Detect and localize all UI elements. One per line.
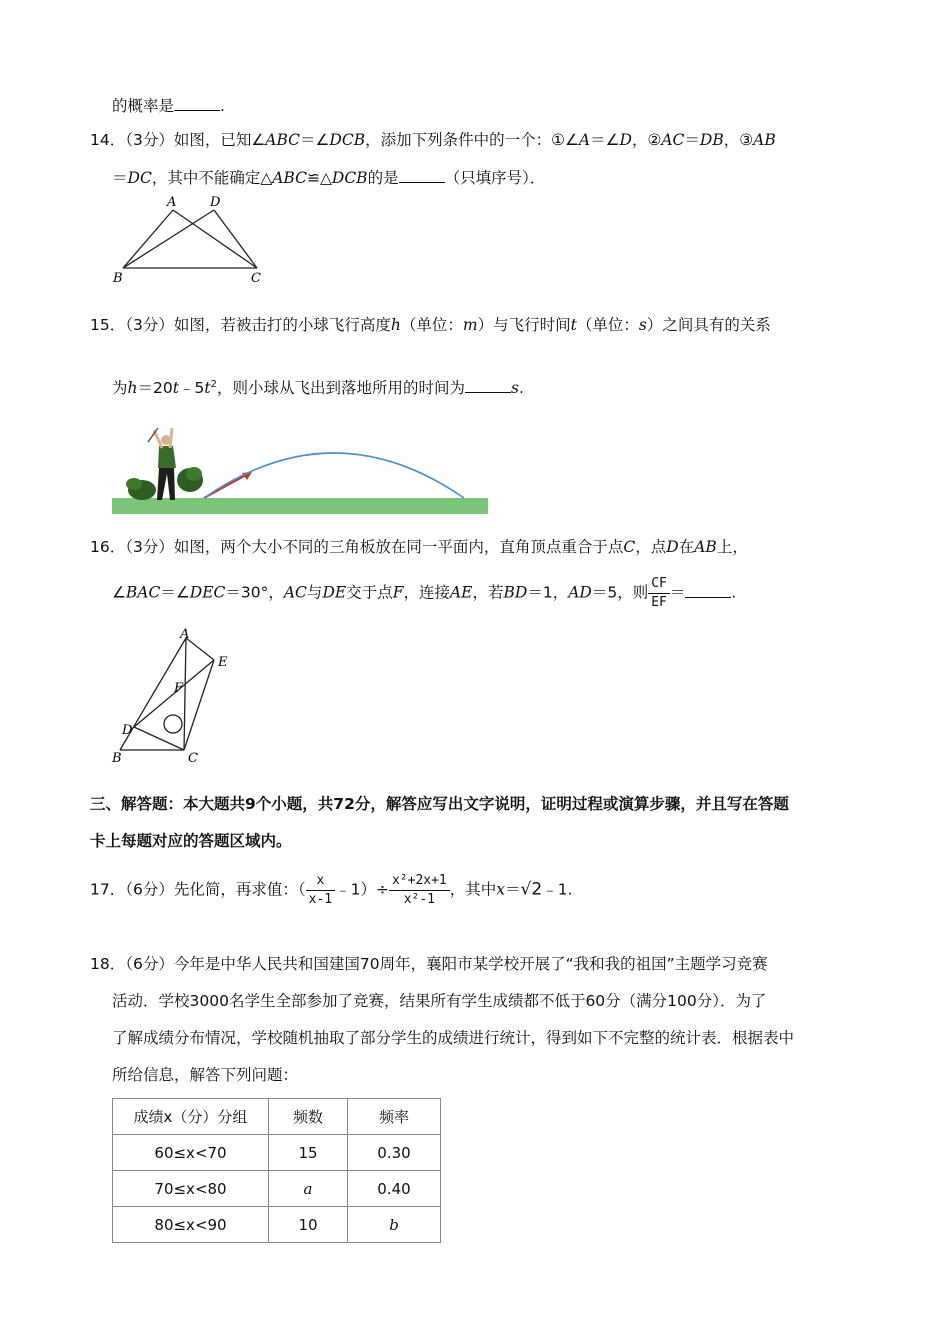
label-a: A bbox=[167, 195, 177, 210]
table-cell: 15 bbox=[269, 1135, 348, 1171]
q14-triangle-figure bbox=[105, 195, 275, 287]
label-d: D bbox=[122, 723, 133, 738]
table-cell: a bbox=[269, 1171, 348, 1207]
answer-blank bbox=[685, 583, 731, 598]
table-cell: 10 bbox=[269, 1207, 348, 1243]
label-e: E bbox=[218, 655, 228, 670]
fraction-quadratic: $\frac{\text{x²+2x+1}}{\text{x²-1}}$ bbox=[389, 872, 450, 908]
ball-trajectory-curve bbox=[204, 453, 464, 498]
q17-line: 17．（6分）先化简，再求值：（ $\frac{x}{x-1}$ ﹣1）÷ $\frac{\text{x²+2x+1}}{\text{x²-1}}$ ，其中x＝√2﹣1. bbox=[90, 873, 573, 907]
table-cell: 80≤x<90 bbox=[113, 1207, 269, 1243]
q15-line1: 15．（3分）如图，若被击打的小球飞行高度h（单位：m）与飞行时间t（单位：s）之间具有的关系 bbox=[90, 316, 771, 334]
q16-triangle-figure bbox=[106, 624, 246, 772]
answer-blank bbox=[399, 168, 445, 183]
fraction-cf-ef: $\frac{CF}{EF}$ bbox=[648, 575, 670, 611]
q18-line4: 所给信息，解答下列问题： bbox=[112, 1066, 299, 1084]
segment-dc bbox=[214, 210, 257, 268]
label-b: B bbox=[112, 751, 122, 766]
q18-line3: 了解成绩分布情况，学校随机抽取了部分学生的成绩进行统计，得到如下不完整的统计表．根据表中 bbox=[112, 1029, 795, 1047]
q16-line1: 16．（3分）如图，两个大小不同的三角板放在同一平面内，直角顶点重合于点C，点D在AB上， bbox=[90, 538, 748, 556]
label-a: A bbox=[180, 627, 190, 642]
segment-ae bbox=[186, 638, 214, 660]
table-cell: 0.40 bbox=[348, 1171, 441, 1207]
q14-line1: 14．（3分）如图，已知∠ABC＝∠DCB，添加下列条件中的一个：①∠A＝∠D，②AC＝DB，③AB bbox=[90, 131, 776, 149]
section3-heading-line2: 卡上每题对应的答题区域内。 bbox=[90, 832, 292, 850]
answer-blank bbox=[174, 96, 220, 111]
table-header-cell: 频数 bbox=[269, 1099, 348, 1135]
label-c: C bbox=[188, 751, 198, 766]
table-row bbox=[113, 1171, 441, 1207]
table-header-cell: 频率 bbox=[348, 1099, 441, 1135]
label-c: C bbox=[251, 271, 261, 286]
label-b: B bbox=[113, 271, 123, 286]
table-header-cell: 成绩x（分）分组 bbox=[113, 1099, 269, 1135]
label-f: F bbox=[174, 681, 184, 696]
segment-ac bbox=[184, 638, 186, 750]
table-cell: 0.30 bbox=[348, 1135, 441, 1171]
answer-blank bbox=[465, 378, 511, 393]
table-cell: 70≤x<80 bbox=[113, 1171, 269, 1207]
table-header-row bbox=[113, 1099, 441, 1135]
golf-trajectory-figure bbox=[112, 418, 488, 514]
table-row bbox=[113, 1207, 441, 1243]
q13-tail: 的概率是 . bbox=[112, 97, 225, 115]
label-d: D bbox=[210, 195, 221, 210]
q14-line2: ＝DC，其中不能确定△ABC≌△DCB的是 （只填序号）． bbox=[112, 169, 546, 187]
segment-ac bbox=[173, 210, 257, 268]
q18-line1: 18．（6分）今年是中华人民共和国建国70周年，襄阳市某学校开展了“我和我的祖国”主题学习竞赛 bbox=[90, 955, 768, 973]
grass-ground bbox=[112, 498, 488, 514]
table-cell: b bbox=[348, 1207, 441, 1243]
score-frequency-table bbox=[112, 1098, 441, 1243]
q18-line2: 活动．学校3000名学生全部参加了竞赛，结果所有学生成绩都不低于60分（满分100分）．为了 bbox=[112, 992, 767, 1010]
fraction-x-over-x-minus-1: $\frac{x}{x-1}$ bbox=[306, 872, 335, 908]
segment-dc bbox=[134, 727, 184, 750]
table-row bbox=[113, 1135, 441, 1171]
q16-line2: ∠BAC＝∠DEC＝30°，AC与DE交于点F，连接AE，若BD＝1，AD＝5，则 $\frac{CF}{EF}$ ＝ . bbox=[112, 576, 737, 610]
triangle-ruler-hole bbox=[164, 715, 182, 733]
table-cell: 60≤x<70 bbox=[113, 1135, 269, 1171]
section3-heading-line1: 三、解答题：本大题共9个小题，共72分，解答应写出文字说明，证明过程或演算步骤，并且写在答题 bbox=[90, 795, 789, 813]
segment-ba bbox=[123, 210, 173, 268]
segment-ec bbox=[184, 660, 214, 750]
q15-line2: 为$h=20t﹣5t^2$，则小球从飞出到落地所用的时间为 s. bbox=[112, 378, 524, 397]
segment-bd bbox=[123, 210, 214, 268]
